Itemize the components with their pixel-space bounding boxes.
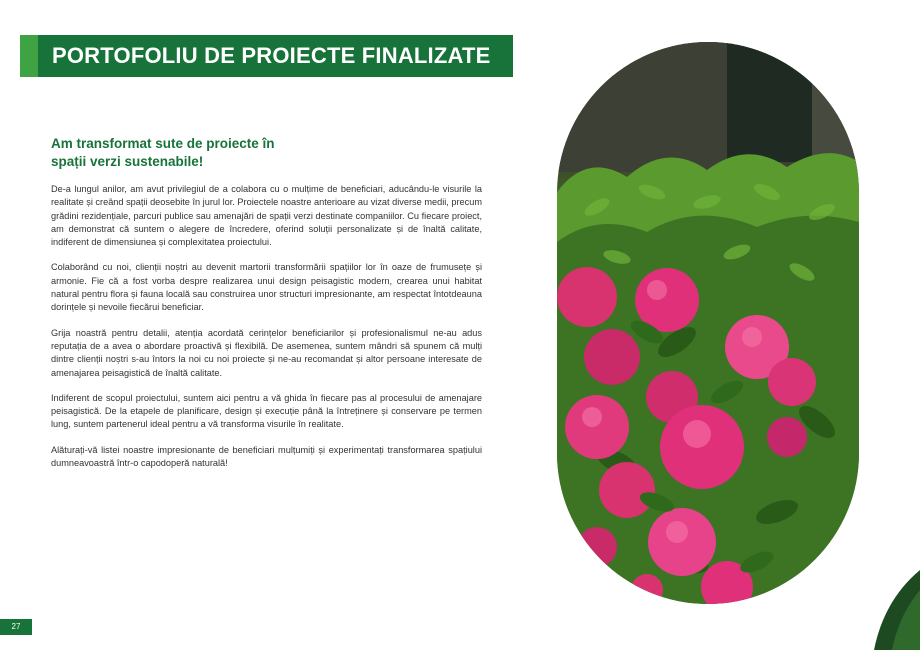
section-heading-line-2: spații verzi sustenabile!: [51, 154, 204, 169]
building-window: [727, 42, 812, 162]
paragraph-4: Indiferent de scopul proiectului, suntem aici pentru a vă ghida în fiecare pas al procesului de amenajare peisagistică. De la etapele de planificare, design și execuție până la întreținere și conservare pe termen lung, suntem partenerul ideal pentru a vă transforma visurile în realitate.: [51, 392, 482, 430]
hydrangea-photo: [557, 42, 859, 604]
page-title: PORTOFOLIU DE PROIECTE FINALIZATE: [52, 43, 491, 68]
section-heading-line-1: Am transformat sute de proiecte în: [51, 136, 275, 151]
page-number: 27: [0, 619, 32, 635]
title-banner: [20, 35, 513, 77]
paragraph-5: Alăturați-vă listei noastre impresionante de beneficiari mulțumiți și experimentați transformarea spațiului dumneavoastră într-o capodoperă naturală!: [51, 444, 482, 469]
main-text-column: [51, 135, 482, 482]
paragraph-2: Colaborând cu noi, clienții noștri au devenit martorii transformării spațiilor lor în oaze de frumusețe și armonie. Fie că a fost vorba despre realizarea unui design peisagistic modern, crearea unui habitat natural pentru flora și fauna locală sau construirea unor structuri impresionante, am respectat întotdeauna dorințele și nevoile fiecărui beneficiar.: [51, 262, 482, 313]
paragraph-1: De-a lungul anilor, am avut privilegiul de a colabora cu o mulțime de beneficiari, aducându-le visurile la realitate și creând spații deosebite în jurul lor. Proiectele noastre anterioare au vizat diverse medii, precum grădini rezidențiale, parcuri publice sau amenajări de spații verzi destinate companiilor. Cu fiecare proiect, am demonstrat că suntem o alegere de încredere, oferind soluții personalizate și de înaltă calitate, indiferent de dimensiunea și complexitatea proiectului.: [51, 184, 483, 248]
corner-leaf-decoration: [874, 570, 920, 650]
paragraph-3: Grija noastră pentru detalii, atenția acordată cerințelor beneficiarilor și profesionalismul ne-au adus reputația de a avea o abordare proactivă și flexibilă. De asemenea, suntem mândri să spunem că mulți dintre clienții noștri s-au întors la noi cu noi proiecte și ne-au recomandat și altor persoane interesate de amenajarea peisagistică de înaltă calitate.: [51, 327, 482, 378]
building-panel: [812, 42, 859, 162]
title-accent-bar: [20, 35, 38, 77]
hydrangea-illustration: [557, 42, 859, 604]
section-heading: [51, 135, 482, 171]
